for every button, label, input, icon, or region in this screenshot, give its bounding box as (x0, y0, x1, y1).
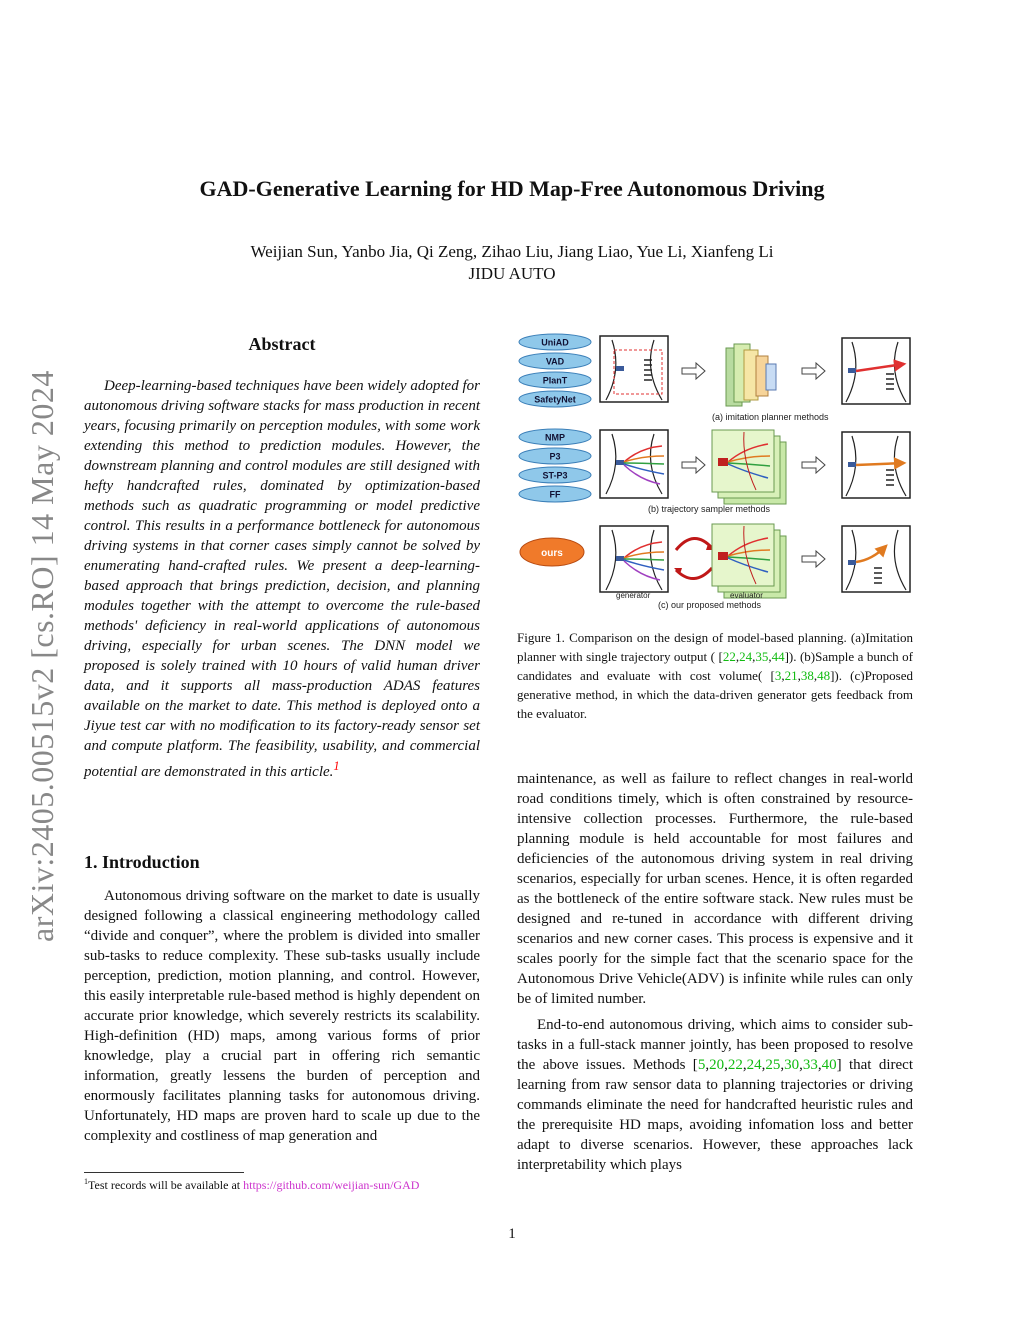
method-pill-label: PlanT (542, 375, 568, 386)
footnote (84, 1177, 484, 1193)
method-pill (519, 391, 591, 407)
network-stack-a (726, 344, 776, 406)
citation-link[interactable]: 21 (784, 668, 798, 683)
ours-pill-label: ours (541, 548, 563, 559)
body-paragraph: maintenance, as well as failure to reflect changes in real-world road conditions timely, which is often constrained by resource-intensive collection processes. Furthermore, the rule-based planning module is held accountable for most failures and deficiencies of the autonomous driving system in real driving scenarios, especially for urban scenes. Hence, it is often regarded as the bottleneck of the entire software stack. New rules must be designed and re-tuned in accordance with different driving scenarios and new corner cases. This process is expensive and it scales poorly for the simple fact that the scenario space for the Autonomous Drive Vehicle(ADV) is infinite while rules can only be of limited number. (517, 771, 913, 1007)
caption-part: ]). (b)Sample a bunch of candidates and evaluate with cost volume( [ (517, 649, 913, 683)
method-pill-label: FF (549, 489, 561, 500)
citation-link[interactable]: 44 (771, 649, 785, 664)
citation-link[interactable]: 35 (755, 649, 769, 664)
citation-link[interactable]: 20 (709, 1057, 725, 1073)
scene-box-b2 (842, 432, 910, 498)
figure-1-diagram (512, 330, 922, 615)
citation-link[interactable]: 24 (746, 1057, 762, 1073)
feedback-loop-icon (674, 538, 714, 578)
flow-arrow-icon (682, 363, 705, 379)
affiliation: JIDU AUTO (468, 264, 556, 283)
citation-link[interactable]: 5 (697, 1057, 706, 1073)
method-pill (519, 429, 591, 445)
citation-link[interactable]: 22 (722, 649, 736, 664)
body-paragraph: End-to-end autonomous driving, which aims to consider sub-tasks in a full-stack manner jointly, has been proposed to resolve the above issues. Methods [5,20,22,24,25,30,33,40] that direct learning from raw sensor data to planning trajectories or driving commands eliminate the need for handcrafted heuristic rules and the prerequisite HD maps, avoiding infomation loss and better adapt to diverse scenarios. However, these approaches lack interpretability which plays (517, 1017, 913, 1173)
caption-part: Figure 1. Comparison on the design of model-based planning. (a)Imitation planner with single trajectory output ( [ (517, 630, 913, 664)
footnote-link[interactable]: https://github.com/weijian-sun/GAD (243, 1178, 420, 1192)
right-column-text (517, 769, 913, 1175)
method-pill-label: P3 (549, 451, 561, 462)
citation-link[interactable]: 48 (817, 668, 831, 683)
subfigure-caption-a: (a) imitation planner methods (712, 412, 829, 422)
method-pill-label: VAD (545, 356, 565, 367)
row-a-pills (519, 334, 591, 407)
evaluator-label: evaluator (730, 591, 763, 600)
scene-box-a2 (842, 338, 910, 404)
method-pill (519, 467, 591, 483)
citation-link[interactable]: 25 (765, 1057, 781, 1073)
page-number: 1 (508, 1226, 516, 1242)
method-pill-label: NMP (545, 432, 565, 443)
scene-box-c2 (842, 526, 910, 592)
flow-arrow-icon (802, 363, 825, 379)
citation-link[interactable]: 22 (727, 1057, 743, 1073)
method-pill-label: SafetyNet (534, 394, 576, 405)
abstract-text (84, 376, 480, 782)
generator-label: generator (616, 591, 651, 600)
citation-link[interactable]: 33 (802, 1057, 818, 1073)
cost-volume-stack-b (712, 430, 786, 504)
method-pill-label: UniAD (541, 337, 569, 348)
flow-arrow-icon (802, 457, 825, 473)
footnote-mark: 1 (84, 1177, 88, 1186)
method-pill-label: ST-P3 (542, 470, 568, 481)
section-heading-introduction: 1. Introduction (84, 852, 200, 872)
citation-link[interactable]: 3 (774, 668, 782, 683)
paragraph-part: ] that direct learning from raw sensor data to planning trajectories or driving commands eliminate the need for handcrafted heuristic rules and the prerequisite HD maps, avoiding infomation loss and better adapt to diverse scenarios. However, these approaches lack interpretability which plays (517, 1057, 913, 1173)
figure-caption: Figure 1. Comparison on the design of model-based planning. (a)Imitation planner with single trajectory output ( [22,24,35,44]). (b)Sample a bunch of candidates and evaluate with cost volume( [3,21,38,48]). (c)Proposed generative method, in which the data-driven generator gets feedback from the evaluator. (517, 630, 913, 721)
method-pill (519, 334, 591, 350)
footnote-text: Test records will be available at (88, 1178, 244, 1192)
subfigure-caption-c: (c) our proposed methods (658, 600, 762, 610)
footnote-ref[interactable]: 1 (333, 759, 340, 773)
citation-link[interactable]: 38 (800, 668, 814, 683)
method-pill (519, 353, 591, 369)
scene-box-a1 (600, 336, 668, 402)
abstract-body: Deep-learning-based techniques have been widely adopted for autonomous driving software stacks for mass production in recent years, focusing primarily on perception modules, with some work extending this method to prediction modules. However, the downstream planning and control modules are still designed with hefty handcrafted rules, dominated by optimization-based methods such as quadratic programming or model predictive control. This results in a performance bottleneck for autonomous driving systems in that corner cases simply cannot be solved by enumerating hand-crafted rules. We present a deep-learning-based approach that brings prediction, decision, and planning modules together with the attempt to overcome the rule-based methods' deficiency in real-world applications of autonomous driving, especially for urban scenes. The DNN model we proposed is solely trained with 10 hours of valid human driver data, and it supports all mass-production ADAS features available on the market to date. This method is deployed onto a Jiyue test car with no modification to its factory-ready sensor set and compute platform. The feasibility, usability, and commercial potential are demonstrated in this article. (84, 378, 480, 780)
subfigure-caption-b: (b) trajectory sampler methods (648, 504, 771, 514)
flow-arrow-icon (682, 457, 705, 473)
paragraph-part: End-to-end autonomous driving, which aims to consider sub-tasks in a full-stack manner jointly, has been proposed to resolve the above issues. Methods [ (517, 1017, 913, 1073)
citation-link[interactable]: 40 (821, 1057, 837, 1073)
method-pill (519, 372, 591, 388)
intro-paragraph: Autonomous driving software on the market to date is usually designed following a classical engineering methodology called “divide and conquer”, where the problem is divided into smaller sub-tasks to reduce complexity. These sub-tasks usually include perception, prediction, motion planning, and control. However, this easily interpretable rule-based method is highly dependent on accurate prior knowledge, which severely restricts its scalability. High-definition (HD) maps, among various forms of prior knowledge, play a crucial part in offering rich semantic information, greatly lessens the burden of perception and enormously facilitates planning tasks for autonomous driving. Unfortunately, HD maps are proven hard to scale up due to the complexity and costliness of map generation and (84, 888, 480, 1144)
scene-box-b1 (600, 430, 668, 498)
caption-part: ]). (c)Proposed generative method, in which the data-driven generator gets feedback from the evaluator. (517, 668, 913, 721)
flow-arrow-icon (802, 551, 825, 567)
method-pill (519, 448, 591, 464)
author-block (0, 241, 1024, 285)
row-b-pills (519, 429, 591, 502)
cost-volume-stack-c (712, 524, 786, 598)
footnote-rule (84, 1172, 244, 1173)
abstract-heading: Abstract (248, 334, 316, 354)
ours-pill (520, 538, 584, 566)
citation-link[interactable]: 24 (739, 649, 753, 664)
scene-box-c1 (600, 526, 668, 592)
citation-link[interactable]: 30 (784, 1057, 800, 1073)
method-pill (519, 486, 591, 502)
arxiv-stamp: arXiv:2405.00515v2 [cs.RO] 14 May 2024 (24, 370, 60, 942)
intro-column (84, 886, 480, 1146)
paper-title: GAD-Generative Learning for HD Map-Free Autonomous Driving (199, 176, 825, 201)
author-list: Weijian Sun, Yanbo Jia, Qi Zeng, Zihao Liu, Jiang Liao, Yue Li, Xianfeng Li (250, 242, 774, 261)
